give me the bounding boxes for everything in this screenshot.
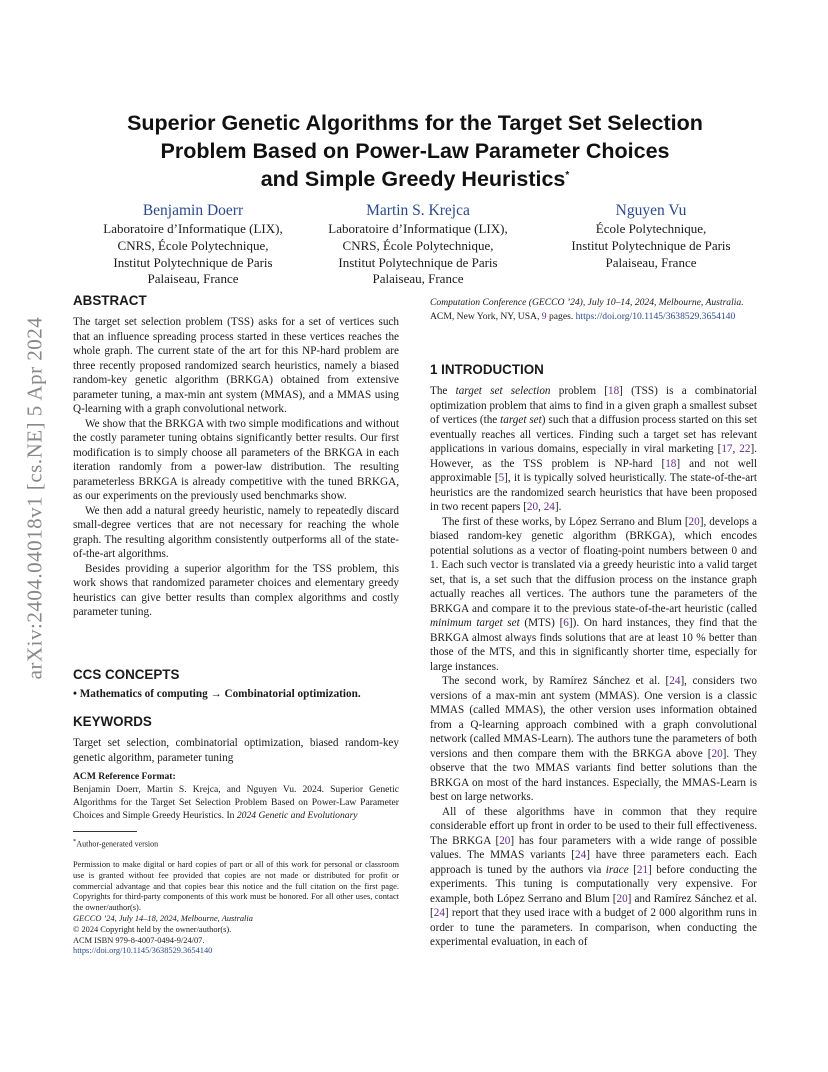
ccs-concepts-text: • Mathematics of computing → Combinatorial optimization. bbox=[73, 688, 361, 700]
conference-line: GECCO ’24, July 14–18, 2024, Melbourne, Australia bbox=[73, 913, 253, 923]
arxiv-id-text: arXiv:2404.04018v1 [cs.NE] 5 Apr 2024 bbox=[22, 316, 47, 680]
acm-reference-section bbox=[73, 770, 399, 822]
page-count-link[interactable]: 9 bbox=[541, 310, 547, 322]
intro-paragraph-2: The first of these works, by López Serrano and Blum [20], develops a biased random-key genetic algorithm (BRKGA), which encodes potential solutions as a vector of floating-point numbers between 0 and 1. Each such vector is translated via a greedy heuristic into a valid target set, that is, a set such that the diffusion process on the instance graph actually reaches all vertices. The authors tune the parameters of the BRKGA and compare it to the previous state-of-the-art heuristic (called minimum target set (MTS) [6]). On hard instances, they find that the BRKGA almost always finds solutions that are at least 10 % better than those of the MTS, and this in significantly shorter time, especially for large instances. bbox=[430, 515, 757, 673]
footnote bbox=[73, 836, 399, 850]
acm-reference-venue-cont: Computation Conference (GECCO ’24), July 10–14, 2024, Melbourne, Australia. bbox=[430, 297, 744, 308]
abstract-section bbox=[73, 293, 399, 620]
author-affiliation: Laboratoire d’Informatique (LIX), bbox=[103, 221, 283, 236]
author-name[interactable]: Benjamin Doerr bbox=[142, 202, 244, 219]
author-affiliation: Palaiseau, France bbox=[372, 271, 464, 287]
page-count-suffix: pages. bbox=[546, 310, 576, 322]
keywords-heading: KEYWORDS bbox=[73, 714, 152, 729]
author-affiliation: Laboratoire d’Informatique (LIX), bbox=[328, 221, 508, 236]
author-affiliation: Institut Polytechnique de Paris bbox=[338, 254, 498, 270]
abstract-paragraph: We then add a natural greedy heuristic, namely to repeatedly discard small-degree vertices that are not necessary for reaching the whole graph. The resulting algorithm consistently outperforms all of the state-of-the-art algorithms. bbox=[73, 504, 399, 560]
author-affiliation: Palaiseau, France bbox=[605, 254, 697, 270]
author-affiliation: École Polytechnique, bbox=[595, 221, 707, 236]
arxiv-identifier-stamp bbox=[20, 268, 50, 728]
author-affiliation: Institut Polytechnique de Paris bbox=[571, 237, 731, 253]
introduction-heading: 1 INTRODUCTION bbox=[430, 362, 544, 377]
doi-link[interactable]: https://doi.org/10.1145/3638529.3654140 bbox=[73, 946, 213, 956]
isbn-line: ACM ISBN 979-8-4007-0494-9/24/07. bbox=[73, 935, 205, 945]
intro-paragraph-1: The target set selection problem [18] (TSS) is a combinatorial optimization problem that aims to find in a given graph a smallest subset of vertices (the target set) such that a diffusion process started on this set eventually reaches all vertices. Finding such a target set has relevant applications in various domains, especially in viral marketing [17, 22]. However, as the TSS problem is NP-hard [18] and not well approximable [5], it is typically solved heuristically. The state-of-the-art heuristics are the randomized search heuristics that have been proposed in two recent papers [20, 24]. bbox=[430, 385, 758, 513]
acm-reference-continued bbox=[430, 296, 757, 323]
author-block-3 bbox=[541, 201, 761, 271]
author-affiliation: CNRS, École Polytechnique, bbox=[342, 237, 494, 253]
title-line-1: Superior Genetic Algorithms for the Target Set Selection bbox=[127, 111, 703, 135]
ccs-section bbox=[73, 667, 399, 702]
author-name[interactable]: Nguyen Vu bbox=[615, 202, 687, 219]
author-affiliation: Palaiseau, France bbox=[147, 271, 239, 287]
abstract-paragraph: The target set selection problem (TSS) asks for a set of vertices such that an influence spreading process started in these vertices reaches the whole graph. The current state of the art for this NP-hard problem are three recently proposed randomized search heuristics, namely a biased random-key genetic algorithm (BRKGA) obtained from extensive parameter tuning, a max-min ant system (MMAS), and a MMAS using Q-learning with a graph convolutional network. bbox=[73, 316, 399, 415]
author-block-2 bbox=[318, 201, 518, 288]
permission-text: Permission to make digital or hard copies of part or all of this work for personal or classroom use is granted without fee provided that copies are not made or distributed for profit or commercial advantage and that copies bear this notice and the full citation on the first page. Copyrights for third-party components of this work must be honored. For all other uses, contact the owner/author(s). bbox=[73, 860, 399, 913]
intro-paragraph-4: All of these algorithms have in common that they require considerable effort up front in order to be used to their full effectiveness. The BRKGA [20] has four parameters with a wide range of possible values. The MMAS variants [24] have three parameters each. Each approach is tuned by the authors via irace [21] before conducting the experiments. This tuning is computationally very expensive. For example, both López Serrano and Blum [20] and Ramírez Sánchez et al. [24] report that they used irace with a budget of 2 000 algorithm runs in order to tune the parameters. In comparison, when conducting the experimental evaluation, in each of bbox=[430, 805, 758, 948]
title-footnote-mark: * bbox=[565, 169, 570, 181]
introduction-section bbox=[430, 362, 757, 950]
title-line-2: Problem Based on Power-Law Parameter Choices bbox=[160, 139, 670, 163]
title-line-3: and Simple Greedy Heuristics bbox=[260, 167, 566, 191]
keywords-text: Target set selection, combinatorial optimization, biased random-key genetic algorithm, parameter tuning bbox=[73, 737, 399, 764]
footnote-mark: * bbox=[73, 838, 77, 845]
acm-reference-heading: ACM Reference Format: bbox=[73, 771, 176, 782]
author-affiliation: Institut Polytechnique de Paris bbox=[113, 254, 273, 270]
acm-reference-text: Benjamin Doerr, Martin S. Krejca, and Nguyen Vu. 2024. Superior Genetic Algorithms for the Target Set Selection Problem Based on Power-Law Parameter Choices and Simple Greedy Heuristics. In bbox=[73, 784, 399, 821]
footnote-divider bbox=[73, 831, 137, 832]
permission-block bbox=[73, 860, 399, 957]
intro-paragraph-3: The second work, by Ramírez Sánchez et al. [24], considers two versions of a max-min ant system (MMAS). One version is a classic MMAS (called MMAS), the other version uses information obtained from a Q-learning approach combined with a graph convolutional network (called MMAS-Learn). The authors tune the parameters of both versions and then compare them with the BRKGA above [20]. They observe that the two MMAS variants find better solutions than the BRKGA on most of the hard instances. Especially, the MMAS-Learn is best on large networks. bbox=[430, 675, 758, 803]
author-name[interactable]: Martin S. Krejca bbox=[366, 202, 470, 219]
ccs-heading: CCS CONCEPTS bbox=[73, 667, 180, 682]
copyright-line: © 2024 Copyright held by the owner/author(s). bbox=[73, 924, 232, 934]
acm-reference-publisher: ACM, New York, NY, USA, bbox=[430, 310, 542, 322]
author-block-1 bbox=[93, 201, 293, 288]
author-affiliation: CNRS, École Polytechnique, bbox=[117, 237, 269, 253]
acm-reference-venue: 2024 Genetic and Evolutionary bbox=[236, 810, 358, 821]
abstract-paragraph: We show that the BRKGA with two simple modifications and without the costly parameter tuning obtains significantly better results. Our first modification is to simply choose all parameters of the BRKGA in each iteration randomly from a power-law distribution. The resulting parameterless BRKGA is already competitive with the tuned BRKGA, as our experiments on the previously used benchmarks show. bbox=[73, 417, 399, 502]
abstract-paragraph: Besides providing a superior algorithm for the TSS problem, this work shows that randomized parameter choices and elementary greedy heuristics can give better results than complex algorithms and costly parameter tuning. bbox=[73, 562, 399, 618]
footnote-text: Author-generated version bbox=[76, 839, 159, 849]
doi-link[interactable]: https://doi.org/10.1145/3638529.3654140 bbox=[575, 310, 736, 322]
paper-title bbox=[90, 109, 740, 193]
abstract-heading: ABSTRACT bbox=[73, 293, 147, 308]
keywords-section bbox=[73, 714, 399, 765]
